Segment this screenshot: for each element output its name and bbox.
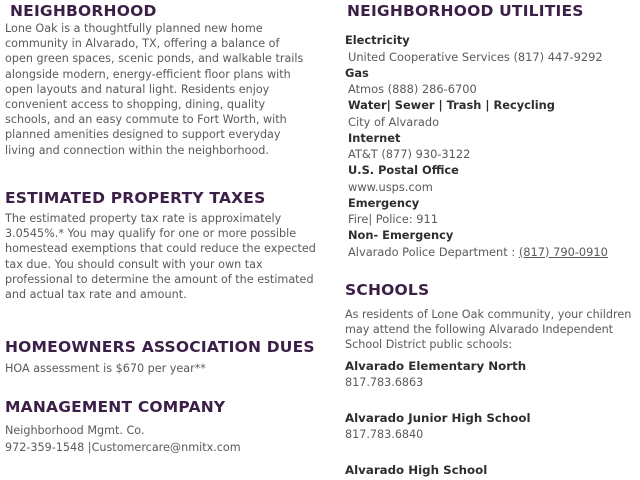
electricity-value: United Cooperative Services (817) 447-9292: [348, 49, 603, 64]
non-emergency-value: [345, 244, 637, 261]
hoa-dues-text: HOA assessment is $670 per year**: [5, 362, 206, 375]
management-company-contact: 972-359-1548 |Customercare@nmitx.com: [5, 441, 241, 455]
management-company-name: Neighborhood Mgmt. Co.: [5, 424, 145, 437]
schools-heading: SCHOOLS: [345, 281, 430, 299]
school-elementary: [345, 358, 526, 392]
water-label: Water| Sewer | Trash | Recycling: [348, 98, 555, 112]
non-emergency-label: Non- Emergency: [348, 228, 454, 242]
property-taxes-description: The estimated property tax rate is approximately 3.0545%.* You may qualify for one or more possible homestead exemptions that could reduce the expected tax due. You should consult with your own tax professional to determine the amount of the estimated and actual tax rate and amount.: [5, 212, 316, 302]
management-company-heading: MANAGEMENT COMPANY: [5, 398, 226, 416]
postal-value: www.usps.com: [348, 179, 433, 194]
emergency-value: Fire| Police: 911: [348, 212, 439, 226]
emergency-label: Emergency: [348, 195, 420, 210]
school-elementary-phone: 817.783.6863: [345, 376, 424, 389]
electricity-label: Electricity: [345, 33, 410, 47]
school-junior-phone: 817.783.6840: [345, 428, 424, 441]
neighborhood-description: Lone Oak is a thoughtfully planned new home community in Alvarado, TX, offering a balance of open green spaces, scenic ponds, and walkable trails alongside modern, energy-efficient floor plans with open layouts and natural light. Residents enjoy convenient access to shopping, dining, quality schools, and an easy commute to Fort Worth, with planned amenities designed to support everyday living and connection within the neighborhood.: [5, 22, 304, 157]
postal-label: U.S. Postal Office: [348, 163, 459, 177]
school-high-name: Alvarado High School: [345, 463, 488, 477]
internet-label: Internet: [348, 130, 401, 145]
non-emergency-phone-link[interactable]: (817) 790-0910: [518, 244, 608, 259]
internet-value: AT&T (877) 930-3122: [348, 147, 471, 161]
utilities-heading: NEIGHBORHOOD UTILITIES: [347, 2, 584, 20]
neighborhood-heading: NEIGHBORHOOD: [10, 2, 157, 20]
gas-label: Gas: [345, 65, 369, 80]
school-high: [345, 462, 487, 478]
school-junior-name: Alvarado Junior High School: [345, 411, 531, 425]
utilities-list: [345, 33, 637, 261]
water-value: City of Alvarado: [348, 114, 440, 129]
management-company-info: [5, 423, 241, 455]
school-elementary-name: Alvarado Elementary North: [345, 359, 527, 373]
hoa-dues-heading: HOMEOWNERS ASSOCIATION DUES: [5, 338, 315, 356]
property-taxes-heading: ESTIMATED PROPERTY TAXES: [5, 189, 266, 207]
non-emergency-prefix: Alvarado Police Department :: [348, 244, 519, 259]
school-junior: [345, 410, 531, 444]
schools-intro: As residents of Lone Oak community, your children may attend the following Alvarado Independent School District public schools:: [345, 308, 632, 352]
gas-value: Atmos (888) 286-6700: [348, 82, 477, 96]
